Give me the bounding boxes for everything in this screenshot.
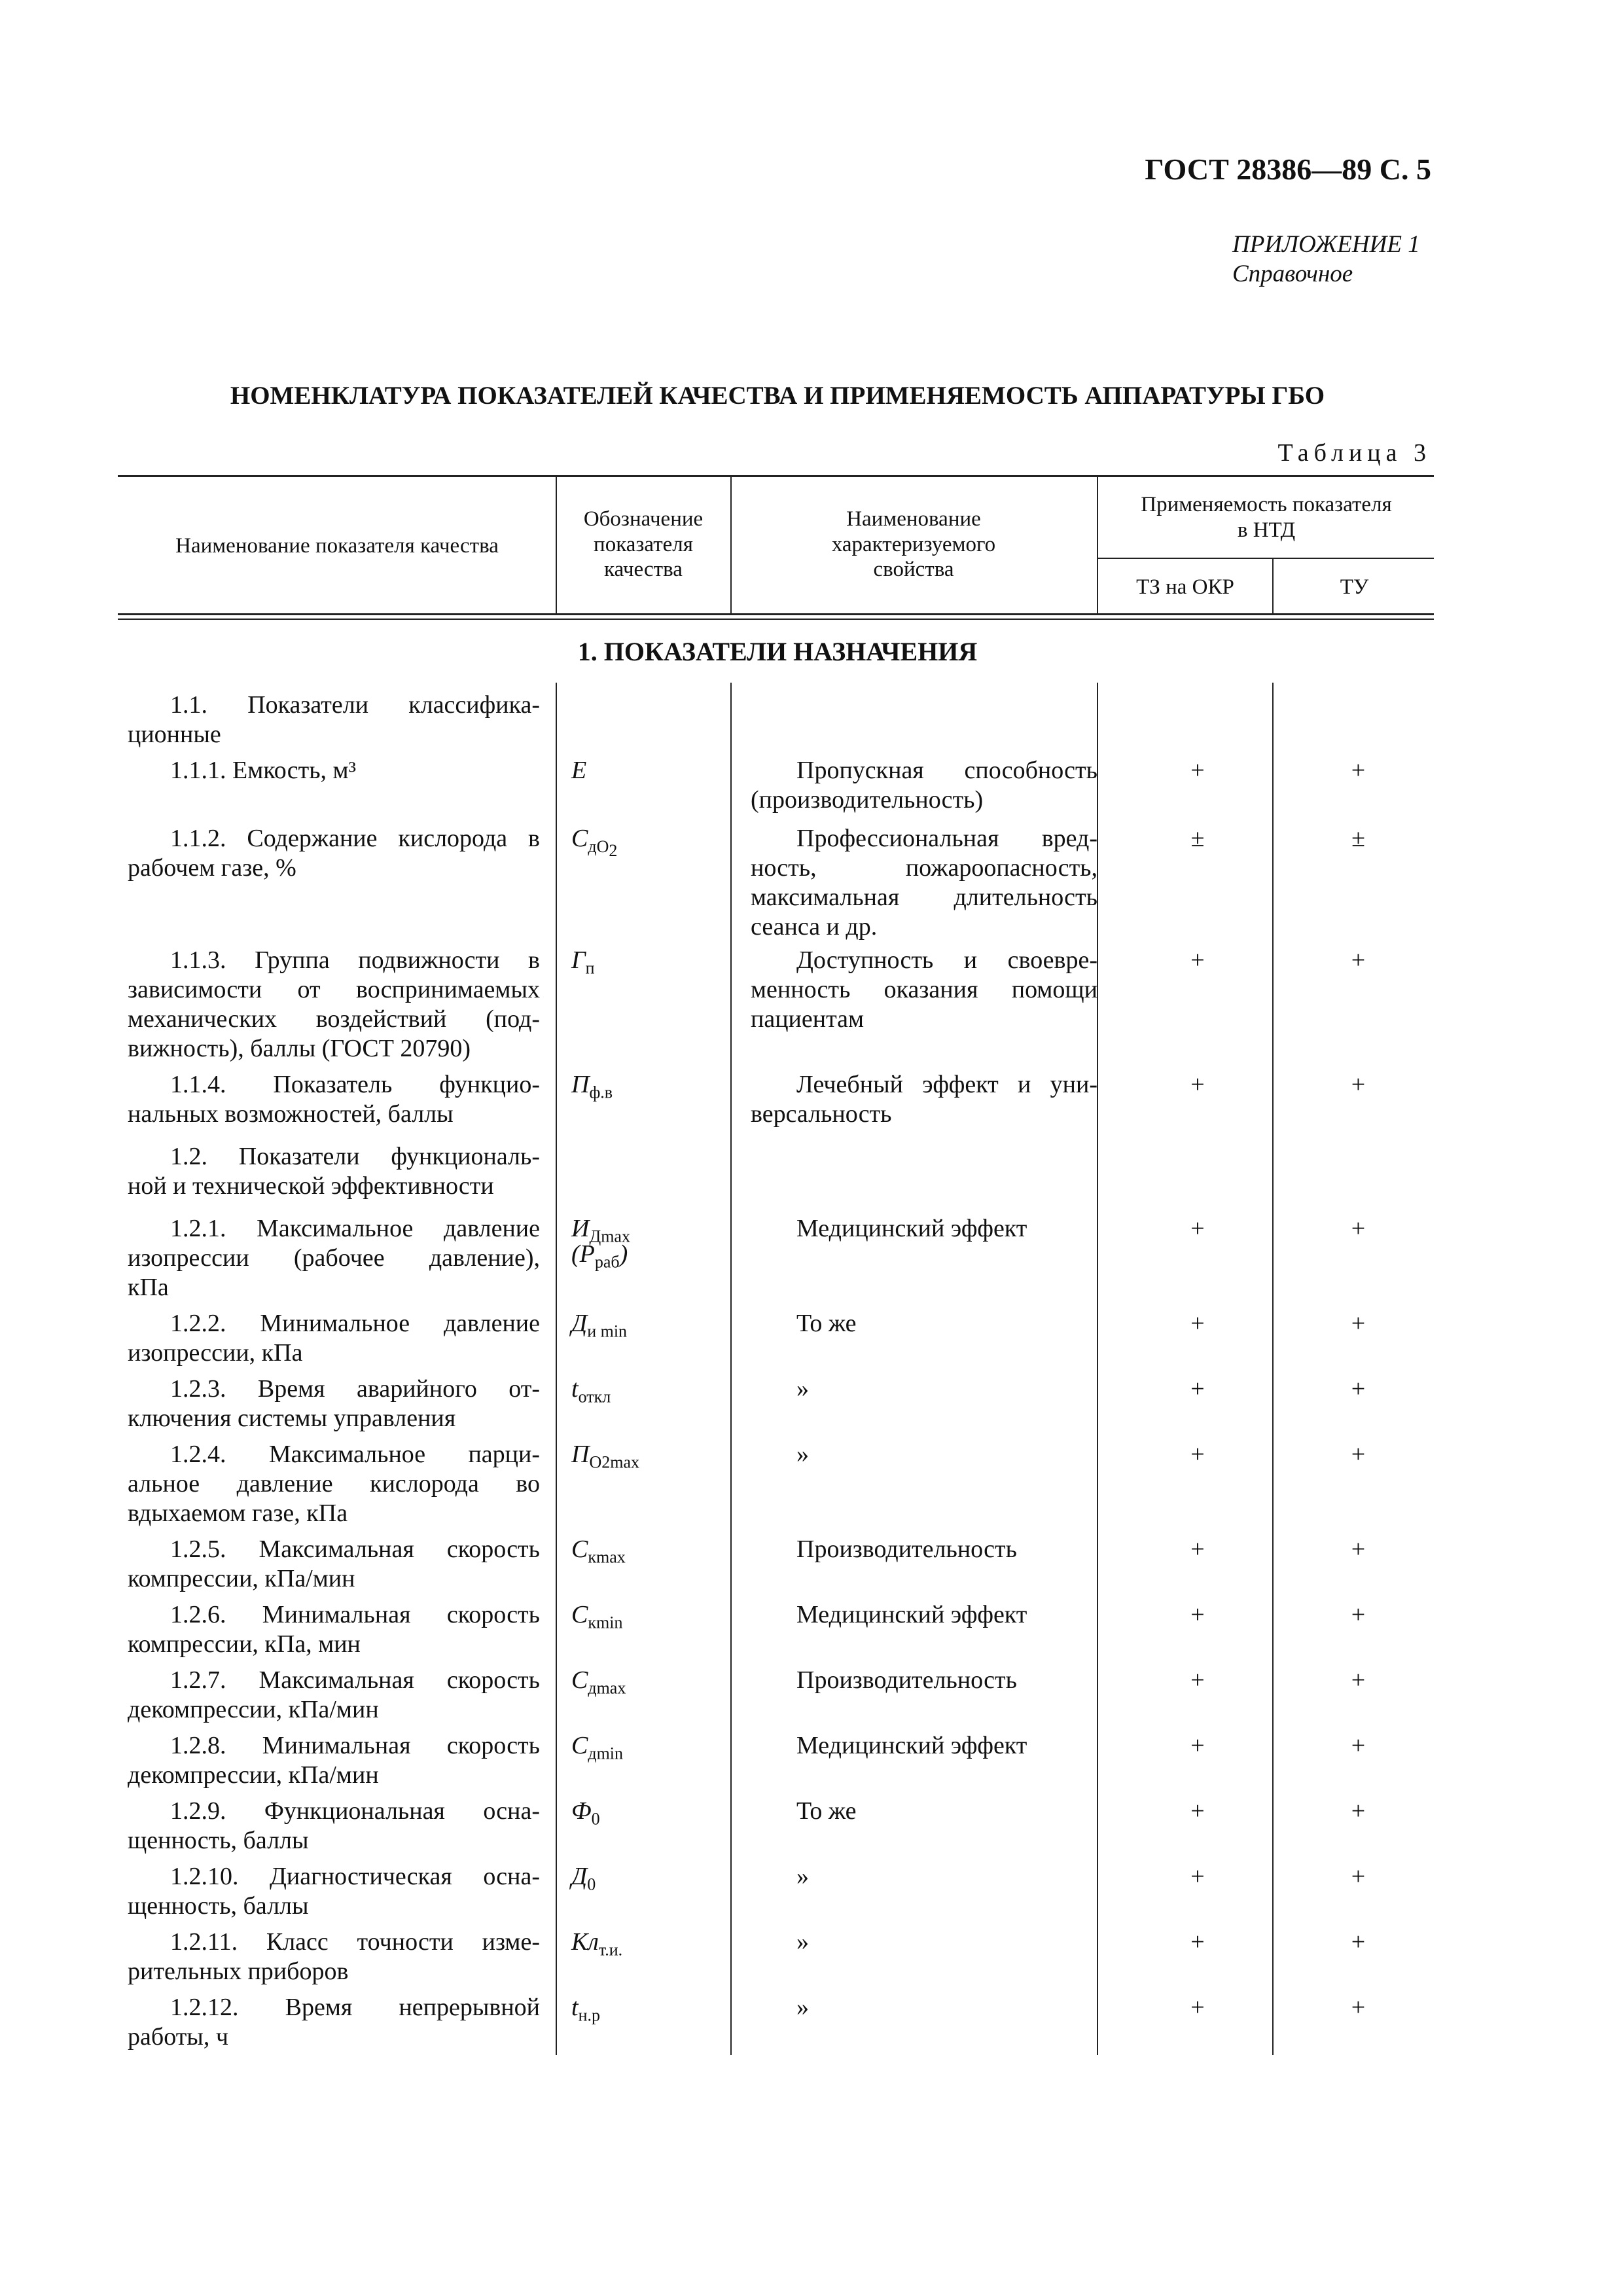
row-symbol: $П_{О2max}$ <box>571 1441 639 1472</box>
row-name: 1.2.10. Диагностическая осна- щенность, баллы <box>128 1863 540 1920</box>
row-symbol: $С_{кmin}$ <box>571 1601 623 1632</box>
row-tu-mark: ± <box>1351 825 1365 852</box>
row-tz-mark: + <box>1190 1071 1205 1098</box>
row-property: » <box>796 1994 809 2021</box>
row-name: 1.2.12. Время непрерывной работы, ч <box>128 1994 540 2051</box>
row-property: Медицинский эффект <box>796 1732 1027 1759</box>
header-col-divider-4 <box>1272 558 1274 614</box>
row-tu-mark: + <box>1351 757 1366 784</box>
row-tu-mark: + <box>1351 1732 1366 1759</box>
header-col-divider-3 <box>1097 475 1098 614</box>
header-name: Наименование показателя качества <box>175 534 499 558</box>
row-property: Медицинский эффект <box>796 1601 1027 1628</box>
row-tz-mark: + <box>1190 1928 1205 1956</box>
body-col-divider-2 <box>730 683 732 2055</box>
header-col-divider-1 <box>556 475 557 614</box>
row-symbol: $Ф_0$ <box>571 1797 600 1829</box>
row-property: » <box>796 1863 809 1890</box>
row-name: 1.2. Показатели функциональ- ной и технической эффективности <box>128 1143 540 1200</box>
row-tz-mark: + <box>1190 1535 1205 1563</box>
row-tz-mark: + <box>1190 1797 1205 1825</box>
row-property: Доступность и своевре- менность оказания помощи пациентам <box>751 946 1097 1033</box>
row-symbol: $Д_{и min}$ <box>571 1310 628 1341</box>
header-col-divider-2 <box>730 475 732 614</box>
row-name: 1.2.5. Максимальная скорость компрессии, кПа/мин <box>128 1535 540 1592</box>
row-property: » <box>796 1375 809 1403</box>
table-header-bottom-rule <box>118 613 1434 615</box>
row-tz-mark: + <box>1190 1666 1205 1694</box>
row-name: 1.2.4. Максимальное парци- альное давление кислорода во вдыхаемом газе, кПа <box>128 1441 540 1527</box>
row-tu-mark: + <box>1351 1601 1366 1628</box>
row-symbol: $П_{ф.в}$ <box>571 1071 613 1102</box>
header-tu: ТУ <box>1340 575 1369 599</box>
row-property: Профессиональная вред- ность, пожароопасность, максимальная длительность сеанса и др. <box>751 825 1097 941</box>
row-name: 1.2.1. Максимальное давление изопрессии (рабочее давление), кПа <box>128 1215 540 1301</box>
row-tu-mark: + <box>1351 1535 1366 1563</box>
row-tz-mark: + <box>1190 946 1205 974</box>
row-name: 1.2.2. Минимальное давление изопрессии, кПа <box>128 1310 540 1367</box>
row-tu-mark: + <box>1351 1994 1366 2021</box>
row-property: Производительность <box>796 1535 1017 1563</box>
row-name: 1.2.8. Минимальная скорость декомпрессии, кПа/мин <box>128 1732 540 1789</box>
header-property: Наименование характеризуемого свойства <box>831 507 996 582</box>
table-top-rule <box>118 475 1434 477</box>
row-tz-mark: + <box>1190 1994 1205 2021</box>
row-name: 1.1. Показатели классифика- ционные <box>128 691 540 748</box>
row-name: 1.1.1. Емкость, м³ <box>170 757 356 784</box>
row-property: То же <box>796 1797 857 1825</box>
row-property: Медицинский эффект <box>796 1215 1027 1242</box>
row-symbol: $С_{дmax}$ <box>571 1666 626 1698</box>
appendix-type: Справочное <box>1232 260 1353 287</box>
row-tu-mark: + <box>1351 1441 1366 1468</box>
row-tu-mark: + <box>1351 1928 1366 1956</box>
row-tu-mark: + <box>1351 1310 1366 1337</box>
row-name: 1.2.11. Класс точности изме- рительных приборов <box>128 1928 540 1985</box>
row-tz-mark: ± <box>1190 825 1205 852</box>
row-symbol: $t_{н.р}$ <box>571 1994 600 2025</box>
row-symbol: $t_{откл}$ <box>571 1375 611 1407</box>
row-property: Лечебный эффект и уни- версальность <box>751 1071 1097 1128</box>
row-name: 1.1.2. Содержание кислорода в рабочем газе, % <box>128 825 540 882</box>
body-col-divider-4 <box>1272 683 1274 2055</box>
row-tz-mark: + <box>1190 1310 1205 1337</box>
row-name: 1.2.6. Минимальная скорость компрессии, кПа, мин <box>128 1601 540 1658</box>
header-applicability: Применяемость показателя в НТД <box>1141 493 1392 542</box>
row-tz-mark: + <box>1190 1732 1205 1759</box>
row-property: Производительность <box>796 1666 1017 1694</box>
row-symbol: E <box>571 757 587 784</box>
row-tu-mark: + <box>1351 1863 1366 1890</box>
row-tz-mark: + <box>1190 1863 1205 1890</box>
row-property: » <box>796 1928 809 1956</box>
row-tu-mark: + <box>1351 1797 1366 1825</box>
row-tu-mark: + <box>1351 1375 1366 1403</box>
row-property: То же <box>796 1310 857 1337</box>
row-property: Пропускная способность (производительность) <box>751 757 1097 814</box>
row-tz-mark: + <box>1190 1601 1205 1628</box>
row-tu-mark: + <box>1351 1666 1366 1694</box>
row-tz-mark: + <box>1190 757 1205 784</box>
row-name: 1.1.3. Группа подвижности в зависимости от воспринимаемых механических воздействий (под- вижность), баллы (ГОСТ 20790) <box>128 946 540 1062</box>
document-title: НОМЕНКЛАТУРА ПОКАЗАТЕЛЕЙ КАЧЕСТВА И ПРИМЕНЯЕМОСТЬ АППАРАТУРЫ ГБО <box>230 382 1325 410</box>
section-title: 1. ПОКАЗАТЕЛИ НАЗНАЧЕНИЯ <box>577 637 978 666</box>
row-name: 1.1.4. Показатель функцио- нальных возможностей, баллы <box>128 1071 540 1128</box>
header-tz: ТЗ на ОКР <box>1136 575 1234 599</box>
header-symbol: Обозначение показателя качества <box>583 507 704 582</box>
row-tz-mark: + <box>1190 1375 1205 1403</box>
body-col-divider-1 <box>556 683 557 2055</box>
row-symbol: $С_{дО_2}$ <box>571 825 618 860</box>
row-tz-mark: + <box>1190 1441 1205 1468</box>
row-symbol: $И_{Дmax}$ $(P_{раб})$ <box>571 1215 630 1272</box>
row-symbol: $Г_п$ <box>571 946 595 978</box>
applicability-sub-rule <box>1097 558 1434 559</box>
row-property: » <box>796 1441 809 1468</box>
appendix-label: ПРИЛОЖЕНИЕ 1 <box>1232 231 1420 258</box>
row-symbol: $С_{дmin}$ <box>571 1732 624 1763</box>
row-symbol: $С_{кmax}$ <box>571 1535 626 1567</box>
table-label: Таблица 3 <box>1277 439 1431 467</box>
table-header-bottom-rule-2 <box>118 619 1434 620</box>
row-tu-mark: + <box>1351 946 1366 974</box>
row-tz-mark: + <box>1190 1215 1205 1242</box>
row-symbol: $Д_0$ <box>571 1863 596 1894</box>
row-tu-mark: + <box>1351 1215 1366 1242</box>
row-tu-mark: + <box>1351 1071 1366 1098</box>
page-header-doc-ref: ГОСТ 28386—89 С. 5 <box>1145 152 1431 186</box>
row-name: 1.2.9. Функциональная осна- щенность, баллы <box>128 1797 540 1854</box>
row-symbol: $Кл_{т.и.}$ <box>571 1928 623 1960</box>
row-name: 1.2.7. Максимальная скорость декомпрессии, кПа/мин <box>128 1666 540 1723</box>
row-name: 1.2.3. Время аварийного от- ключения системы управления <box>128 1375 540 1432</box>
